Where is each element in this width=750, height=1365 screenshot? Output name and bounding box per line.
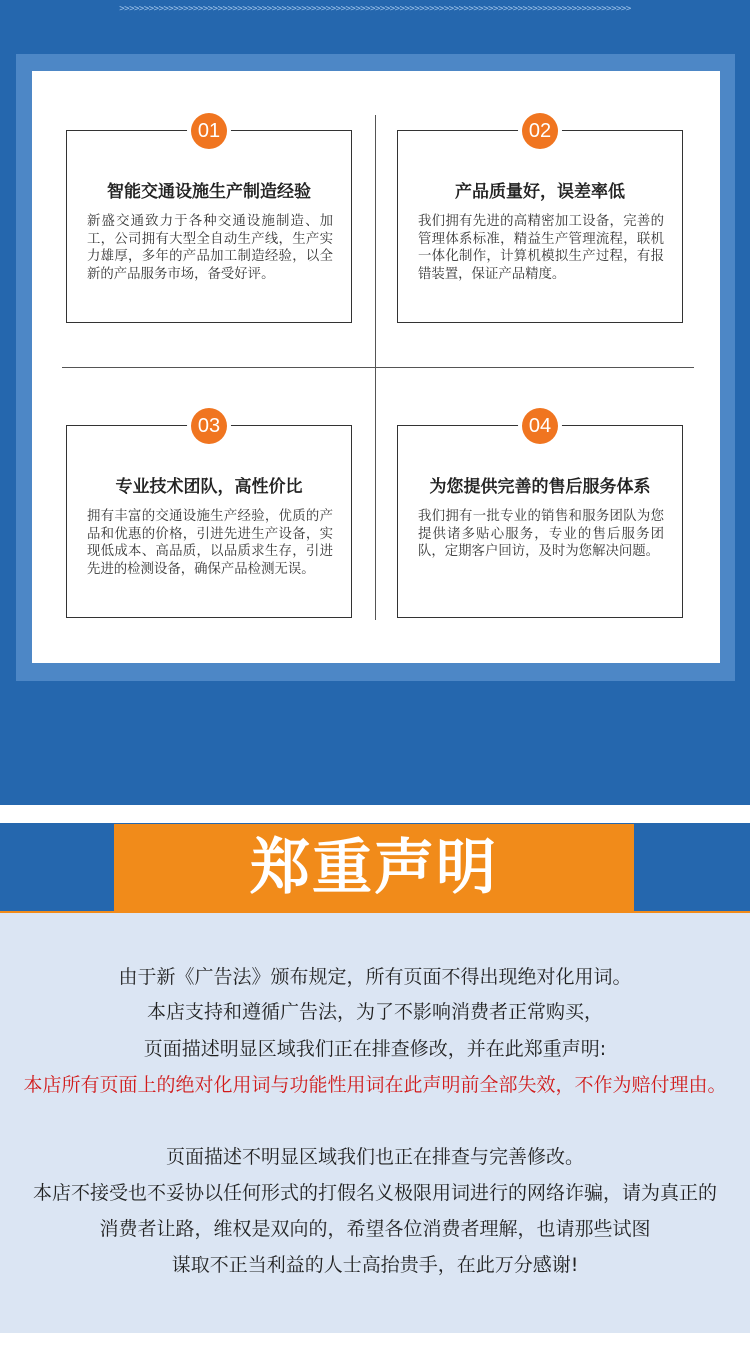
feature-description: 新盛交通致力于各种交通设施制造、加工，公司拥有大型全自动生产线，生产实力雄厚，多年的产品加工制造经验，以全新的产品服务市场，备受好评。 xyxy=(87,214,333,282)
feature-card-3 xyxy=(66,415,352,618)
number-badge: 03 xyxy=(191,408,227,444)
feature-title: 为您提供完善的售后服务体系 xyxy=(429,477,651,497)
feature-description: 拥有丰富的交通设施生产经验，优质的产品和优惠的价格，引进先进生产设备，实现低成本、高品质，以品质求生存，引进先进的检测设备，确保产品检测无误。 xyxy=(87,509,333,577)
statement-line: 由于新《广告法》颁布规定，所有页面不得出现绝对化用词。 xyxy=(118,966,632,988)
feature-card-2 xyxy=(397,120,683,323)
statement-title: 郑重声明 xyxy=(250,833,498,903)
feature-card-1 xyxy=(66,120,352,323)
feature-title: 产品质量好，误差率低 xyxy=(455,182,625,202)
statement-line: 页面描述不明显区域我们也正在排查与完善修改。 xyxy=(165,1146,584,1168)
statement-title-box xyxy=(114,824,634,912)
number-badge: 04 xyxy=(522,408,558,444)
feature-card-4 xyxy=(397,415,683,618)
feature-description: 我们拥有先进的高精密加工设备，完善的管理体系标准，精益生产管理流程，联机一体化制作，计算机模拟生产过程，有报错装置，保证产品精度。 xyxy=(418,214,664,282)
statement-line: 本店不接受也不妥协以任何形式的打假名义极限用词进行的网络诈骗，请为真正的 xyxy=(32,1182,717,1204)
statement-line: 谋取不正当利益的人士高抬贵手，在此万分感谢! xyxy=(171,1254,579,1276)
decorative-arrows: >>>>>>>>>>>>>>>>>>>>>>>>>>>>>>>>>>>>>>>>>>>>>>>>>>>>>>>>>>>>>>>>>>>>>>>>>>>>>>>>>>>>>>>>>>>>>>>>>>>>>>>> xyxy=(119,4,631,14)
horizontal-divider xyxy=(62,367,694,368)
feature-title: 专业技术团队，高性价比 xyxy=(115,477,303,497)
statement-warning-line: 本店所有页面上的绝对化用词与功能性用词在此声明前全部失效，不作为赔付理由。 xyxy=(23,1074,727,1096)
feature-description: 我们拥有一批专业的销售和服务团队为您提供诸多贴心服务，专业的售后服务团队，定期客户回访，及时为您解决问题。 xyxy=(418,509,664,559)
statement-line: 页面描述明显区域我们正在排查修改，并在此郑重声明: xyxy=(143,1038,607,1060)
feature-title: 智能交通设施生产制造经验 xyxy=(107,182,311,202)
number-badge: 01 xyxy=(191,113,227,149)
number-badge: 02 xyxy=(522,113,558,149)
statement-line: 本店支持和遵循广告法，为了不影响消费者正常购买， xyxy=(146,1001,603,1023)
statement-line: 消费者让路，维权是双向的，希望各位消费者理解，也请那些试图 xyxy=(99,1218,651,1240)
